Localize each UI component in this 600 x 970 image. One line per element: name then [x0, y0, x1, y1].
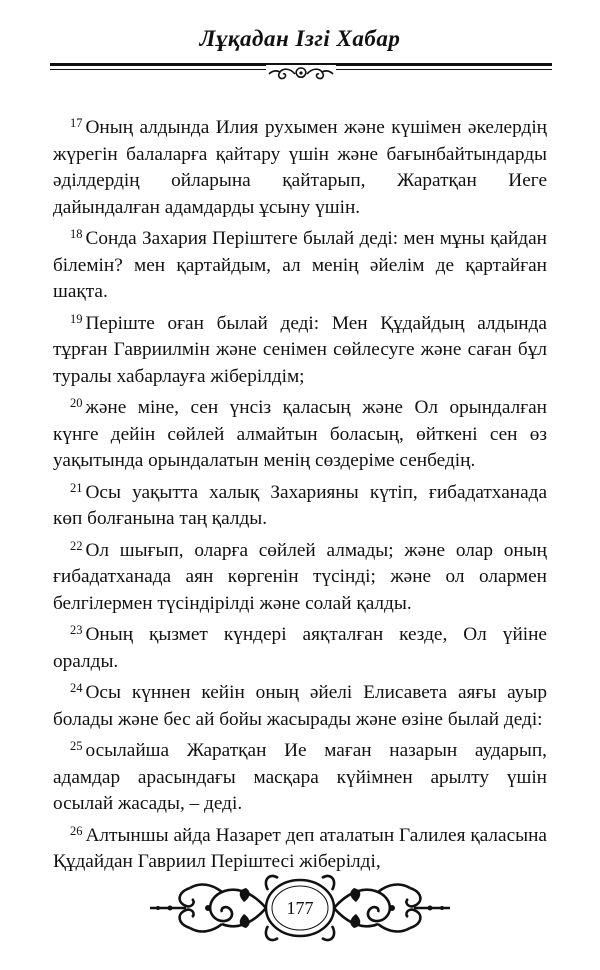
verse-number: 19 — [70, 311, 83, 326]
running-title: Лұқадан Ізгі Хабар — [199, 26, 401, 51]
verse-number: 25 — [70, 739, 83, 753]
verse-22 — [53, 533, 547, 618]
verse-text: Оның алдында Илия рухымен және күшімен әкелердің жүрегін балаларға қайтару үшін және бағынбайтындарды әділдердің ойларына қайтарып, Жаратқан Иеге дайындалған адамдарды ұсыну үшін. — [53, 117, 547, 218]
header-ornament-icon — [266, 65, 336, 83]
verse-number: 24 — [70, 681, 83, 695]
verse-text: Оның қызмет күндері аяқталған кезде, Ол үйіне оралды. — [53, 624, 547, 672]
verse-24 — [53, 675, 547, 733]
verse-number: 21 — [70, 480, 83, 495]
verse-text: Ол шығып, оларға сөйлей алмады; және олар оның ғибадатханада аян көргенін түсінді; және ол олармен белгілермен түсіндірілді және солай қалды. — [53, 539, 547, 614]
verse-number: 17 — [70, 116, 83, 130]
verse-19 — [53, 306, 547, 391]
verse-number: 22 — [70, 538, 83, 553]
verse-text: Сонда Захария Періштеге былай деді: мен мұны қайдан білемін? мен қартайдым, ал менің әйелім де қартайған шақта. — [53, 228, 547, 302]
verse-number: 23 — [70, 623, 83, 637]
verse-number: 20 — [70, 396, 83, 410]
verse-text: Алтыншы айда Назарет деп аталатын Галилея қаласына Құдайдан Гавриил Періштесі жіберілді, — [53, 824, 547, 872]
page-number: 177 — [286, 898, 314, 918]
verse-text: және міне, сен үнсіз қаласың және Ол орындалған күнге дейін сөйлей алмайтын боласың, өйткені сен өз уақытында орындалатын менің сөздеріме сенбедің. — [53, 397, 547, 471]
verse-20 — [53, 390, 547, 475]
verse-18 — [53, 221, 547, 306]
verse-23 — [53, 617, 547, 675]
scripture-text — [53, 110, 547, 876]
verse-21 — [53, 475, 547, 533]
verse-text: Осы уақытта халық Захарияны күтіп, ғибадатханада көп болғанына таң қалды. — [53, 481, 547, 529]
verse-text: осылайша Жаратқан Ие маған назарын аударып, адамдар арасындағы масқара күйімнен арылту үшін осылай жасады, – деді. — [53, 740, 547, 814]
verse-text: Періште оған былай деді: Мен Құдайдың алдында тұрған Гавриилмін және сенімен сөйлесуге және саған бұл туралы хабарлауға жіберілдім; — [53, 312, 547, 387]
verse-25 — [53, 733, 547, 818]
verse-number: 26 — [70, 823, 83, 838]
verse-17 — [53, 110, 547, 221]
verse-text: Осы күннен кейін оның әйелі Елисавета аяғы ауыр болады және бес ай бойы жасырады және өзіне былай деді: — [53, 682, 547, 730]
verse-number: 18 — [70, 227, 83, 241]
